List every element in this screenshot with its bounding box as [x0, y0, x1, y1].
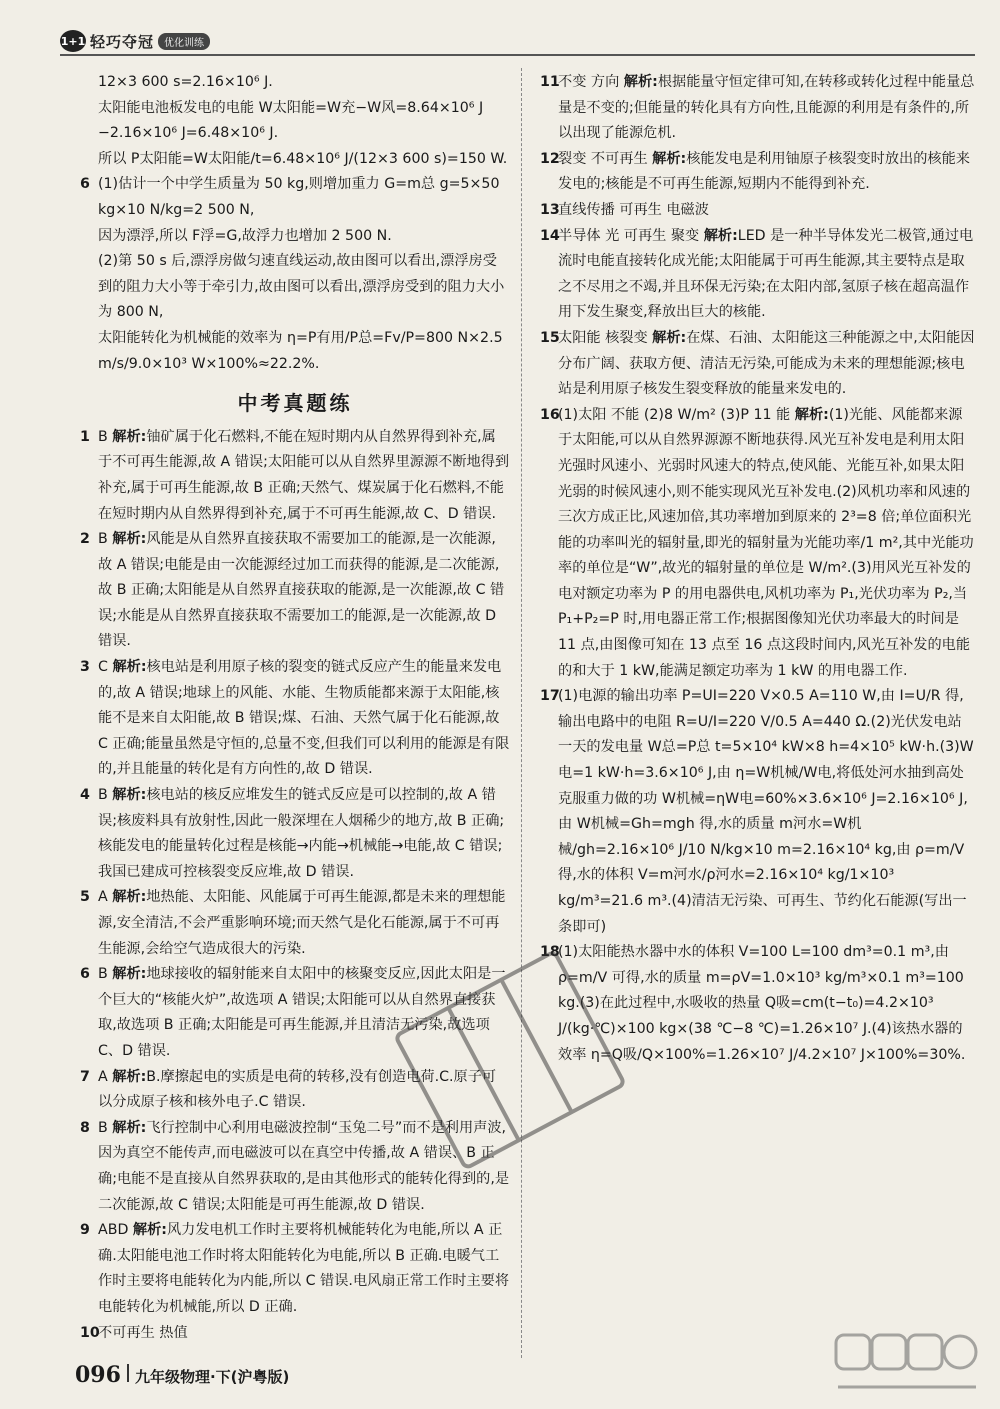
- analysis-label: 解析:: [652, 150, 687, 167]
- question-item: [540, 147, 975, 198]
- answer-text: 不可再生 热值: [98, 1324, 188, 1341]
- page-footer: [75, 1362, 289, 1388]
- analysis-text: (1)光能、风能都来源于太阳能,可以从自然界源源不断地获得.风光互补发电是利用太阳光强时风速小、光弱时风速大的特点,使风能、光能互补,如果太阳光弱的时候风速小,则不能实现风光互补发电.(2)风机功率和风速的三次方成正比,风速加倍,其功率增加到原来的 2³=8 倍;单位面积光能的功率叫光的辐射量,即光的辐射量为光能功率/1 m²,其中光能功率的单位是“W”,故光的辐射量的单位是 W/m².(3)用风光互补发的电对额定功率为 P 的用电器供电,风机功率为 P₁,光伏功率为 P₂,当 P₁+P₂=P 时,用电器正常工作;根据图像知光伏功率最大的时间是 11 点,由图像可知在 13 点至 16 点这段时间内,风光互补发的电能的和大于 1 kW,能满足额定功率为 1 kW 的用电器工作.: [558, 406, 974, 679]
- analysis-label: 解析:: [652, 329, 687, 346]
- footer-bar: [127, 1364, 129, 1382]
- section-title: 中考真题练: [237, 391, 353, 416]
- answer-text: B: [98, 428, 108, 445]
- pre-line: 所以 P太阳能=W太阳能/t=6.48×10⁶ J/(12×3 600 s)=150 W.: [98, 150, 508, 167]
- watermark-logo: [832, 1329, 982, 1399]
- answer-text: 裂变 不可再生: [558, 150, 648, 167]
- question-number: 4: [80, 787, 90, 804]
- question-item: [80, 425, 510, 527]
- solution-line: (1)估计一个中学生质量为 50 kg,则增加重力 G=m总 g=5×50 kg×10 N/kg=2 500 N,: [98, 176, 500, 218]
- answer-text: B: [98, 1119, 108, 1136]
- answer-text: 半导体 光 可再生 聚变: [558, 227, 700, 244]
- question-number: 7: [80, 1068, 90, 1085]
- analysis-text: 风能是从自然界直接获取不需要加工的能源,是一次能源,故 A 错误;电能是由一次能源经过加工而获得的能源,是二次能源,故 B 正确;太阳能是从自然界直接获取的能源,是一次能源,故 C 错误;水能是从自然界直接获取不需要加工的能源,是一次能源,故 D 错误.: [98, 531, 505, 650]
- analysis-text: B.摩擦起电的实质是电荷的转移,没有创造电荷.C.原子可以分成原子核和核外电子.C 错误.: [98, 1068, 497, 1111]
- left-question-list: [80, 425, 510, 1346]
- answer-text: C: [98, 659, 108, 676]
- analysis-text: 地球接收的辐射能来自太阳中的核聚变反应,因此太阳是一个巨大的“核能火炉”,故选项 A 错误;太阳能可以从自然界直接获取,故选项 B 正确;太阳能是可再生能源,并且清洁无污染,故选项 C、D 错误.: [98, 966, 506, 1059]
- question-number: 9: [80, 1222, 90, 1239]
- analysis-label: 解析:: [112, 889, 147, 906]
- question-item: [540, 403, 975, 685]
- question-number: 11: [540, 74, 560, 90]
- solution-line: 因为漂浮,所以 F浮=G,故浮力也增加 2 500 N.: [98, 227, 392, 244]
- question-item: [80, 1321, 510, 1347]
- analysis-label: 解析:: [112, 1068, 147, 1085]
- footer-subtitle: 九年级物理·下(沪粤版): [134, 1368, 290, 1386]
- page-number: 096: [75, 1362, 121, 1388]
- analysis-label: 解析:: [703, 227, 738, 244]
- question-number: 13: [540, 201, 560, 218]
- question-6-solution: [80, 172, 510, 377]
- brand-title: 轻巧夺冠: [90, 32, 155, 51]
- stamp-seal: [390, 945, 630, 1175]
- analysis-label: 解析:: [623, 74, 658, 90]
- analysis-text: 飞行控制中心利用电磁波控制“玉兔二号”而不是利用声波,因为真空不能传声,而电磁波可以在真空中传播,故 A 错误、B 正确;电能不是直接从自然界获取的,是由其他形式的能转化得到的,是二次能源,故 C 错误;太阳能是可再生能源,故 D 错误.: [98, 1119, 510, 1213]
- analysis-label: 解析:: [112, 1119, 147, 1136]
- answer-text: B: [98, 966, 108, 983]
- pre-line: 太阳能电池板发电的电能 W太阳能=W充−W风=8.64×10⁶ J −2.16×10⁶ J=6.48×10⁶ J.: [98, 99, 484, 142]
- answer-text: A: [98, 889, 108, 906]
- brand-logo: [60, 30, 210, 52]
- analysis-label: 解析:: [794, 406, 829, 423]
- question-number: 2: [80, 531, 90, 548]
- question-number: 18: [540, 944, 560, 961]
- question-item: [80, 1218, 510, 1320]
- analysis-label: 解析:: [112, 531, 147, 548]
- question-item: [80, 783, 510, 885]
- analysis-text: (1)电源的输出功率 P=UI=220 V×0.5 A=110 W,由 I=U/R 得,输出电路中的电阻 R=U/I=220 V/0.5 A=440 Ω.(2)光伏发电站一天的发电量 W总=P总 t=5×10⁴ kW×8 h=4×10⁵ kW·h.(3)W电=1 kW·h=3.6×10⁶ J,由 η=W机械/W电,将低处河水抽到高处克服重力做的功 W机械=ηW电=60%×3.6×10⁶ J=2.16×10⁶ J,由 W机械=Gh=mgh 得,水的质量 m河水=W机械/gh=2.16×10⁶ J/10 N/kg×10 m=2.16×10⁴ kg,由 ρ=m/V 得,水的体积 V=m河水/ρ河水=2.16×10⁴ kg/1×10³ kg/m³=21.6 m³.(4)清洁无污染、可再生、节约化石能源(写出一条即可): [558, 688, 974, 935]
- answer-text: (1)太阳 不能 (2)8 W/m² (3)P 11 能: [558, 406, 791, 423]
- analysis-label: 解析:: [132, 1222, 167, 1239]
- question-number: 8: [80, 1119, 90, 1136]
- answer-text: 不变 方向: [558, 74, 620, 90]
- question-number: 14: [540, 227, 560, 244]
- question-number: 12: [540, 150, 560, 167]
- brand-tag: 优化训练: [158, 33, 210, 50]
- logo-mark: 1+1: [60, 30, 86, 52]
- analysis-text: 核电站是利用原子核的裂变的链式反应产生的能量来发电的,故 A 错误;地球上的风能、水能、生物质能都来源于太阳能,核能不是来自太阳能,故 B 错误;煤、石油、天然气属于化石能源,故 C 正确;能量虽然是守恒的,总量不变,但我们可以利用的能源是有限的,并且能量的转化是有方向性的,故 D 错误.: [98, 659, 510, 778]
- answer-text: B: [98, 531, 108, 548]
- question-item: [80, 655, 510, 783]
- question-number: 15: [540, 329, 560, 346]
- question-number: 10: [80, 1324, 100, 1341]
- answer-text: A: [98, 1068, 108, 1085]
- question-number: 6: [80, 176, 90, 193]
- analysis-text: (1)太阳能热水器中水的体积 V=100 L=100 dm³=0.1 m³,由 ρ=m/V 可得,水的质量 m=ρV=1.0×10³ kg/m³×0.1 m³=100 kg.(3)在此过程中,水吸收的热量 Q吸=cm(t−t₀)=4.2×10³ J/(kg·℃)×100 kg×(38 ℃−8 ℃)=1.26×10⁷ J.(4)该热水器的效率 η=Q吸/Q×100%=1.26×10⁷ J/4.2×10⁷ J×100%=30%.: [558, 944, 966, 1063]
- question-number: 5: [80, 889, 90, 906]
- analysis-text: 在煤、石油、太阳能这三种能源之中,太阳能因分布广阔、获取方便、清洁无污染,可能成为未来的理想能源;核电站是利用原子核发生裂变释放的能量来发电的.: [558, 329, 975, 398]
- header-rule: [60, 54, 975, 56]
- analysis-label: 解析:: [112, 428, 147, 445]
- analysis-text: 核能发电是利用铀原子核裂变时放出的核能来发电的;核能是不可再生能源,短期内不能得到补充.: [558, 150, 970, 193]
- analysis-label: 解析:: [112, 966, 147, 983]
- page-header: [0, 0, 1000, 62]
- question-item: [540, 198, 975, 224]
- question-item: [540, 684, 975, 940]
- right-question-list: [540, 70, 975, 1068]
- answer-text: 太阳能 核裂变: [558, 329, 648, 346]
- question-number: 6: [80, 966, 90, 983]
- answer-text: 直线传播 可再生 电磁波: [558, 201, 709, 218]
- solution-line: 太阳能转化为机械能的效率为 η=P有用/P总=Fv/P=800 N×2.5 m/s/9.0×10³ W×100%≈22.2%.: [98, 329, 503, 372]
- right-column: [540, 70, 975, 1068]
- analysis-label: 解析:: [112, 787, 147, 804]
- question-number: 3: [80, 659, 90, 676]
- analysis-text: 根据能量守恒定律可知,在转移或转化过程中能量总量是不变的;但能量的转化具有方向性,且能源的利用是有条件的,所以出现了能源危机.: [558, 74, 975, 142]
- question-item: [80, 527, 510, 655]
- question-number: 16: [540, 406, 560, 423]
- question-number: 1: [80, 428, 90, 445]
- pre-line: 12×3 600 s=2.16×10⁶ J.: [98, 74, 273, 90]
- answer-text: ABD: [98, 1222, 129, 1239]
- analysis-text: 铀矿属于化石燃料,不能在短时期内从自然界得到补充,属于不可再生能源,故 A 错误;太阳能可以从自然界里源源不断地得到补充,属于可再生能源,故 B 正确;天然气、煤炭属于化石燃料,不能在短时期内从自然界得到补充,属于不可再生能源,故 C、D 错误.: [98, 428, 510, 522]
- answer-text: B: [98, 787, 108, 804]
- question-item: [540, 224, 975, 326]
- analysis-text: 风力发电机工作时主要将机械能转化为电能,所以 A 正确.太阳能电池工作时将太阳能转化为电能,所以 B 正确.电暖气工作时主要将电能转化为内能,所以 C 错误.电风扇正常工作时主要将电能转化为机械能,所以 D 正确.: [98, 1222, 510, 1315]
- question-item: [540, 70, 975, 147]
- solution-line: (2)第 50 s 后,漂浮房做匀速直线运动,故由图可以看出,漂浮房受到的阻力大小等于牵引力,故由图可以看出,漂浮房受到的阻力大小为 800 N,: [98, 253, 505, 321]
- analysis-text: 地热能、太阳能、风能属于可再生能源,都是未来的理想能源,安全清洁,不会严重影响环境;而天然气是化石能源,属于不可再生能源,会给空气造成很大的污染.: [98, 889, 506, 957]
- question-number: 17: [540, 688, 560, 705]
- analysis-label: 解析:: [112, 659, 147, 676]
- question-item: [540, 326, 975, 403]
- analysis-text: LED 是一种半导体发光二极管,通过电流时电能直接转化成光能;太阳能属于可再生能源,其主要特点是取之不尽用之不竭,并且环保无污染;在太阳内部,氢原子核在超高温作用下发生聚变,释放出巨大的核能.: [558, 227, 974, 321]
- analysis-text: 核电站的核反应堆发生的链式反应是可以控制的,故 A 错误;核废料具有放射性,因此一般深埋在人烟稀少的地方,故 B 正确;核能发电的能量转化过程是核能→内能→机械能→电能,故 C 错误;我国已建成可控核裂变反应堆,故 D 错误.: [98, 787, 505, 880]
